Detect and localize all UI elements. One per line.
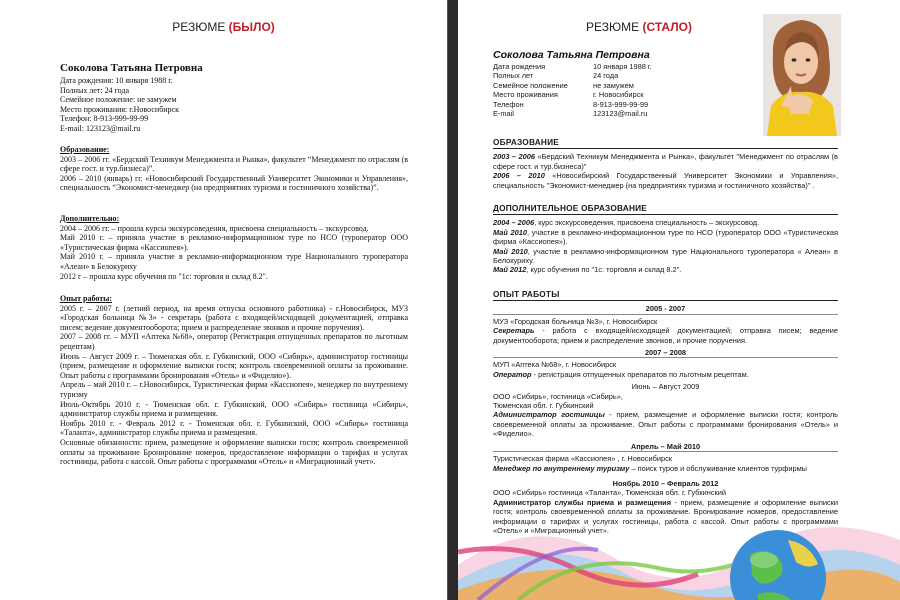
job-org: МУЗ «Городская больница №3», г. Новосибирск bbox=[493, 316, 658, 326]
additional-entry: 2004 – 2006, курс экскурсоведения, присвоена специальность – экскурсовод. bbox=[493, 218, 760, 228]
page-divider bbox=[448, 0, 458, 600]
info-value: 8-913-999-99-99 bbox=[593, 99, 649, 109]
decorative-ribbons bbox=[458, 470, 900, 600]
title-accent-after: (СТАЛО) bbox=[642, 20, 692, 34]
personal-info-after bbox=[493, 49, 838, 118]
section-heading: ОБРАЗОВАНИЕ bbox=[493, 138, 838, 149]
section-heading: Дополнительно: bbox=[60, 214, 120, 223]
section-heading: ОПЫТ РАБОТЫ bbox=[493, 290, 838, 301]
additional-entry: Май 2010, участие в рекламно-информационном туре Национального туроператора « Алеан» в Белокуриху. bbox=[493, 246, 838, 266]
additional-after bbox=[493, 204, 838, 275]
resume-page-after bbox=[458, 0, 900, 600]
resume-page-before bbox=[0, 0, 448, 600]
info-value: 24 года bbox=[593, 71, 619, 81]
education-entry: 2003 – 2006 гг. «Бердский Техникум Менеджмента и Рынка», факультет “Менеджмент по отраслям (в сфере гост. и тур.бизнеса)”. bbox=[60, 154, 408, 174]
info-key: E-mail bbox=[493, 109, 514, 119]
job-period: Ноябрь 2010 – Февраль 2012 bbox=[612, 478, 719, 488]
job-period: Апрель – Май 2010 bbox=[630, 441, 701, 451]
job-duties: Секретарь - работа с входящей/исходящей документацией; отправка писем; ведение документооборота; прием и распределение звонков, и прочие поручения. bbox=[493, 326, 838, 345]
page-title-before: РЕЗЮМЕ (БЫЛО) bbox=[172, 20, 275, 34]
job-org: Туристическая фирма «Кассиопея» , г. Новосибирск bbox=[493, 454, 673, 464]
additional-entry: Май 2012, курс обучения по "1с: торговля и склад 8.2". bbox=[493, 265, 682, 275]
info-value: 123123@mail.ru bbox=[593, 109, 648, 119]
info-key: Место проживания bbox=[493, 90, 558, 100]
candidate-name: Соколова Татьяна Петровна bbox=[493, 49, 650, 61]
info-line: Семейное положение: не замужем bbox=[60, 95, 177, 105]
job-divider bbox=[493, 357, 838, 358]
job-org: ООО «Сибирь», гостиница «Сибирь», bbox=[493, 391, 623, 401]
education-entry: 2003 – 2006 «Бердский Техникум Менеджмента и Рынка», факультет "Менеджмент по отраслям (в сфере гост. и тур.бизнеса)" bbox=[493, 152, 838, 171]
info-value: 10 января 1988 г. bbox=[593, 62, 652, 71]
job-org: Тюменская обл. г. Губкинский bbox=[493, 401, 594, 411]
candidate-name: Соколова Татьяна Петровна bbox=[60, 62, 203, 74]
info-line: Полных лет: 24 года bbox=[60, 85, 130, 95]
info-line: Дата рождения: 10 января 1988 г. bbox=[60, 76, 173, 85]
additional-entry: Май 2010 г. – приняла участие в рекламно-информационном туре по НСО (туроператор ООО «Туристическая фирма «Кассиопея»). bbox=[60, 233, 408, 252]
section-heading: Образование: bbox=[60, 145, 110, 154]
info-key: Дата рождения bbox=[493, 62, 546, 71]
job-period: Июнь – Август 2009 bbox=[631, 382, 700, 392]
work-entry: Ноябрь 2010 г. - Февраль 2012 г. - Тюменская обл. г. Губкинский, ООО «Сибирь» гостиница «Таланта», администратор службы приема и размещения. bbox=[60, 418, 408, 438]
page-title-after: РЕЗЮМЕ (СТАЛО) bbox=[586, 20, 692, 34]
info-key: Телефон bbox=[493, 99, 524, 109]
section-heading: ДОПОЛНИТЕЛЬНОЕ ОБРАЗОВАНИЕ bbox=[493, 204, 838, 215]
job-org: ООО «Сибирь» гостиница «Таланта», Тюменская обл. г. Губкинский bbox=[493, 488, 727, 498]
education-after bbox=[493, 138, 838, 190]
additional-entry: Май 2010 г. – приняла участие в рекламно-информационном туре Национального туроператора «Алеан» в Белокуриху bbox=[60, 252, 408, 271]
personal-info-before bbox=[60, 62, 408, 134]
job-period: 2005 - 2007 bbox=[645, 304, 686, 314]
info-value: не замужем bbox=[593, 80, 634, 90]
job-divider bbox=[493, 314, 838, 315]
additional-entry: Май 2010, участие в рекламно-информационном туре по НСО (туроператор ООО «Туристическая фирма «Кассиопея»). bbox=[493, 227, 838, 247]
info-line: Телефон: 8-913-999-99-99 bbox=[60, 114, 149, 124]
additional-entry: 2004 – 2006 гг. – прошла курсы экскурсоведения, присвоена специальность – экскурсовод. bbox=[60, 223, 369, 233]
section-heading: Опыт работы: bbox=[60, 294, 113, 303]
info-key: Семейное положение bbox=[493, 80, 568, 90]
info-line: E-mail: 123123@mail.ru bbox=[60, 123, 141, 133]
work-entry: Июнь – Август 2009 г. – Тюменская обл. г. Губкинский, ООО «Сибирь», администратор гостиницы (прием, размещение и оформление выписки гостя; контроль своевременной оплаты за проживание. Опыт работы с программами бронирования «Отель» и «Фиделио»). bbox=[60, 351, 408, 380]
title-accent-before: (БЫЛО) bbox=[228, 20, 275, 34]
education-entry: 2006 – 2010 «Новосибирский Государственный Университет Экономики и Управления», специальность "Экономист-менеджер (на предприятиях туризма и гостиничного хозяйства)" . bbox=[493, 171, 838, 190]
work-entry: 2005 г. – 2007 г. (летний период, на время отпуска основного работника) - г.Новосибирск, МУЗ «Городская больница №3» - секретарь (работа с входящей/исходящей документацией, отправка писем; ведение документооборота; прием и распределение звонков и прочие поручения). bbox=[60, 303, 408, 332]
job-duties: Менеджер по внутреннему туризму – поиск туров и обслуживание клиентов турфирмы bbox=[493, 463, 807, 473]
info-line: Место проживания: г.Новосибирск bbox=[60, 104, 179, 114]
work-entry: Апрель – май 2010 г. – г.Новосибирск, Туристическая фирма «Кассиопея», менеджер по внутреннему туризму bbox=[60, 380, 408, 399]
work-entry: Основные обязанности: прием, размещение и оформление выписки гостя; контроль своевременной оплаты за проживание Бронирование номеров, предоставление информации о тарифах и услугах гостиницы, работа с кассой. Опыт работы с программами «Отель» и «Миграционный учет». bbox=[60, 437, 408, 467]
job-duties: Администратор службы приема и размещения - прием, размещение и оформление выписки гостя; контроль своевременной оплаты за проживание. Бронирование номеров, предоставление информации о тарифах и услугах гостиницы, работа с кассой. Опыт работы с программами «Отель» и «Миграционный учет». bbox=[493, 497, 839, 535]
info-key: Полных лет bbox=[493, 71, 534, 81]
job-duties: Оператор - регистрация отпущенных препаратов по льготным рецептам. bbox=[493, 369, 749, 379]
info-value: г. Новосибирск bbox=[593, 90, 644, 100]
work-before bbox=[60, 294, 408, 467]
additional-entry: 2012 г – прошла курс обучения по "1с: торговля и склад 8.2". bbox=[60, 271, 268, 281]
job-divider bbox=[493, 451, 838, 452]
info-table bbox=[493, 62, 838, 118]
education-entry: 2006 – 2010 (январь) гг. «Новосибирский Государственный Университет Экономики и Управления», специальность “Экономист-менеджер (на предприятиях туризма и гостиничного хозяйства)”. bbox=[60, 173, 408, 193]
additional-before bbox=[60, 214, 408, 281]
work-entry: 2007 – 2008 гг. – МУП «Аптека №68», оператор (Регистрация отпущенных препаратов по льготным рецептам) bbox=[60, 332, 408, 351]
education-before bbox=[60, 145, 408, 193]
job-org: МУП «Аптека №68», г. Новосибирск bbox=[493, 360, 617, 370]
job-duties: Администратор гостиницы - прием, размещение и оформление выписки гостя; контроль своевременной оплаты за проживание. Опыт работы с программами бронирования «Отель» и «Фиделио». bbox=[493, 410, 839, 439]
work-entry: Июль-Октябрь 2010 г. - Тюменская обл. г. Губкинский, ООО «Сибирь» гостиница «Сибирь», администратор службы приема и размещения. bbox=[60, 399, 408, 419]
job-period: 2007 – 2008 bbox=[644, 348, 687, 358]
